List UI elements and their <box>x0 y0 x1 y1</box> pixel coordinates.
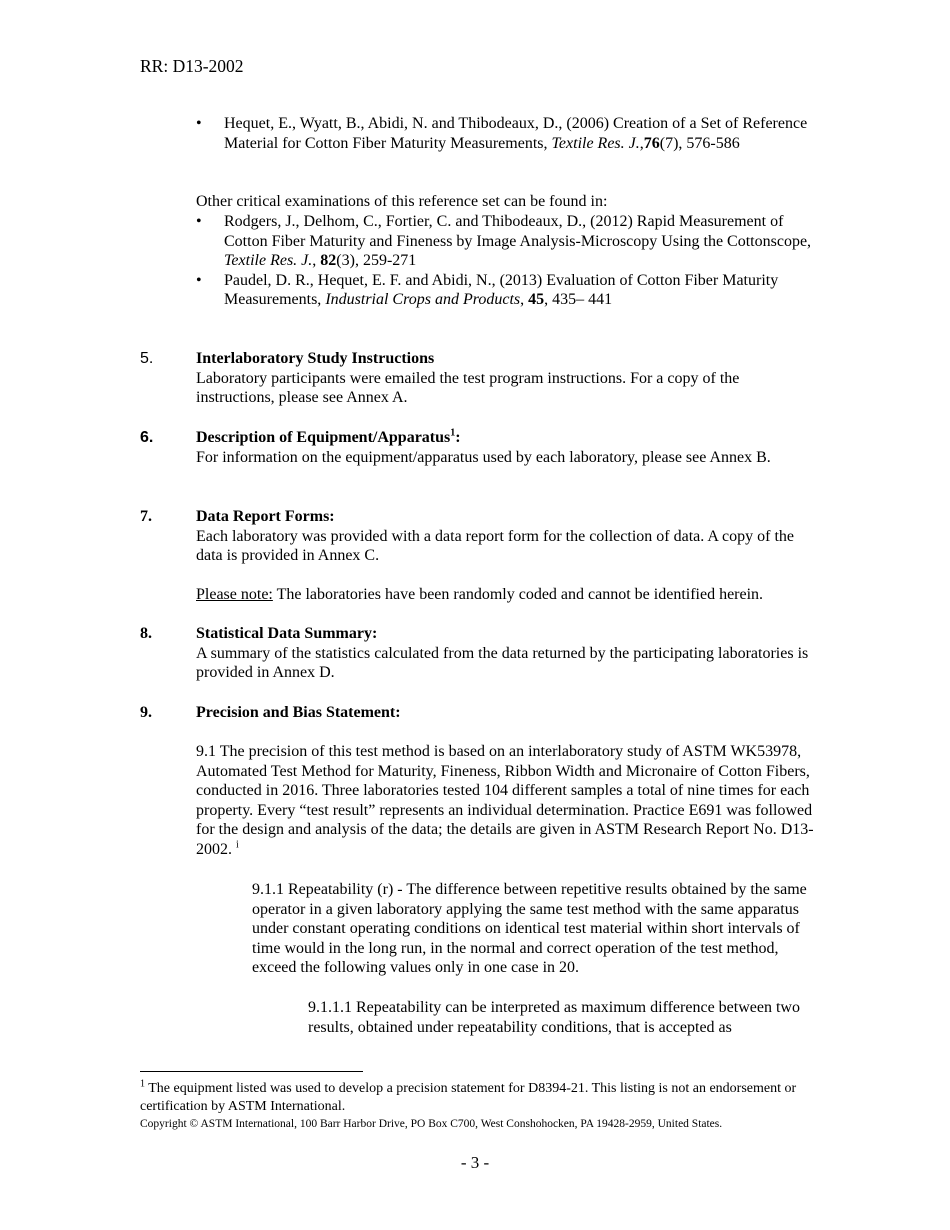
paragraph-9-1: 9.1 The precision of this test method is based on an interlaboratory study of ASTM WK53978, Automated Test Method for Maturity, Fineness, Ribbon Width and Micronaire of Cotton Fibers, conducted in 2016. Three laboratories tested 104 different samples a total of nine times for each property. Every “test result” represents an individual determination. Practice E691 was followed for the design and analysis of the data; the details are given in ASTM Research Report No. D13-2002. $^i$ <box>196 743 814 858</box>
section-6-body: For information on the equipment/apparatus used by each laboratory, please see Annex B. <box>196 448 771 466</box>
reference-item: • Hequet, E., Wyatt, B., Abidi, N. and Thibodeaux, D., (2006) Creation of a Set of Reference Material for Cotton Fiber Maturity Measurements, Textile Res. J.,76(7), 576-586 <box>196 115 808 152</box>
section-7-title: Data Report Forms: <box>196 508 335 525</box>
section-6 <box>196 428 816 467</box>
section-8-number: 8. <box>140 625 152 642</box>
section-7-body: Each laboratory was provided with a data report form for the collection of data. A copy of the data is provided in Annex C. <box>196 527 795 565</box>
section-5-body: Laboratory participants were emailed the test program instructions. For a copy of the instructions, please see Annex A. <box>196 369 740 407</box>
paragraph-9-1-1: 9.1.1 Repeatability (r) - The difference between repetitive results obtained by the same operator in a given laboratory applying the same test method with the same apparatus under constant operating conditions on identical test material within short intervals of time would in the long run, in the normal and correct operation of the test method, exceed the following values only in one case in 20. <box>252 881 807 977</box>
copyright-line: Copyright © ASTM International, 100 Barr Harbor Drive, PO Box C700, West Conshohocken, PA 19428-2959, United States. <box>140 1118 723 1130</box>
section-9-number: 9. <box>140 704 152 721</box>
reference-list-top <box>196 114 816 153</box>
footnote-divider <box>140 1071 363 1072</box>
note-label: Please note: <box>196 586 273 603</box>
section-7-note: Please note: The laboratories have been randomly coded and cannot be identified herein. <box>196 586 764 603</box>
bullet-icon: • <box>196 271 202 289</box>
footnote-mark: 1 <box>140 1078 145 1090</box>
footnote: $^1$ The equipment listed was used to develop a precision statement for D8394-21. This listing is not an endorsement or certification by ASTM International. <box>140 1078 797 1114</box>
other-exams-intro: Other critical examinations of this reference set can be found in: <box>196 193 608 210</box>
section-8-title: Statistical Data Summary: <box>196 625 378 642</box>
reference-item: • Paudel, D. R., Hequet, E. F. and Abidi, N., (2013) Evaluation of Cotton Fiber Maturity Measurements, Industrial Crops and Products, 45, 435– 441 <box>196 271 779 309</box>
bullet-icon: • <box>196 115 202 132</box>
section-6-number: 6. <box>140 429 154 446</box>
paragraph-9-1-1-1: 9.1.1.1 Repeatability can be interpreted as maximum difference between two results, obtained under repeatability conditions, that is accepted as <box>308 999 800 1036</box>
section-8-body: A summary of the statistics calculated from the data returned by the participating laboratories is provided in Annex D. <box>196 644 809 682</box>
section-8 <box>196 624 816 683</box>
section-7-number: 7. <box>140 508 152 525</box>
section-7 <box>196 507 816 566</box>
footnote-ref: 1 <box>450 427 456 439</box>
reference-list-other <box>196 212 816 310</box>
bullet-icon: • <box>196 213 202 230</box>
section-9-title: Precision and Bias Statement: <box>196 704 401 721</box>
section-6-title: Description of Equipment/Apparatus$^1$: <box>196 427 461 446</box>
reference-item: • Rodgers, J., Delhom, C., Fortier, C. and Thibodeaux, D., (2012) Rapid Measurement of Cotton Fiber Maturity and Fineness by Image Analysis-Microscopy Using the Cottonscope, Textile Res. J., 82(3), 259-271 <box>196 213 812 270</box>
page-number: - 3 - <box>460 1153 490 1172</box>
report-header: RR: D13-2002 <box>140 56 244 76</box>
section-5-title: Interlaboratory Study Instructions <box>196 350 435 367</box>
section-5-number: 5. <box>140 350 154 367</box>
endnote-ref: i <box>236 839 239 851</box>
section-5 <box>196 349 816 408</box>
